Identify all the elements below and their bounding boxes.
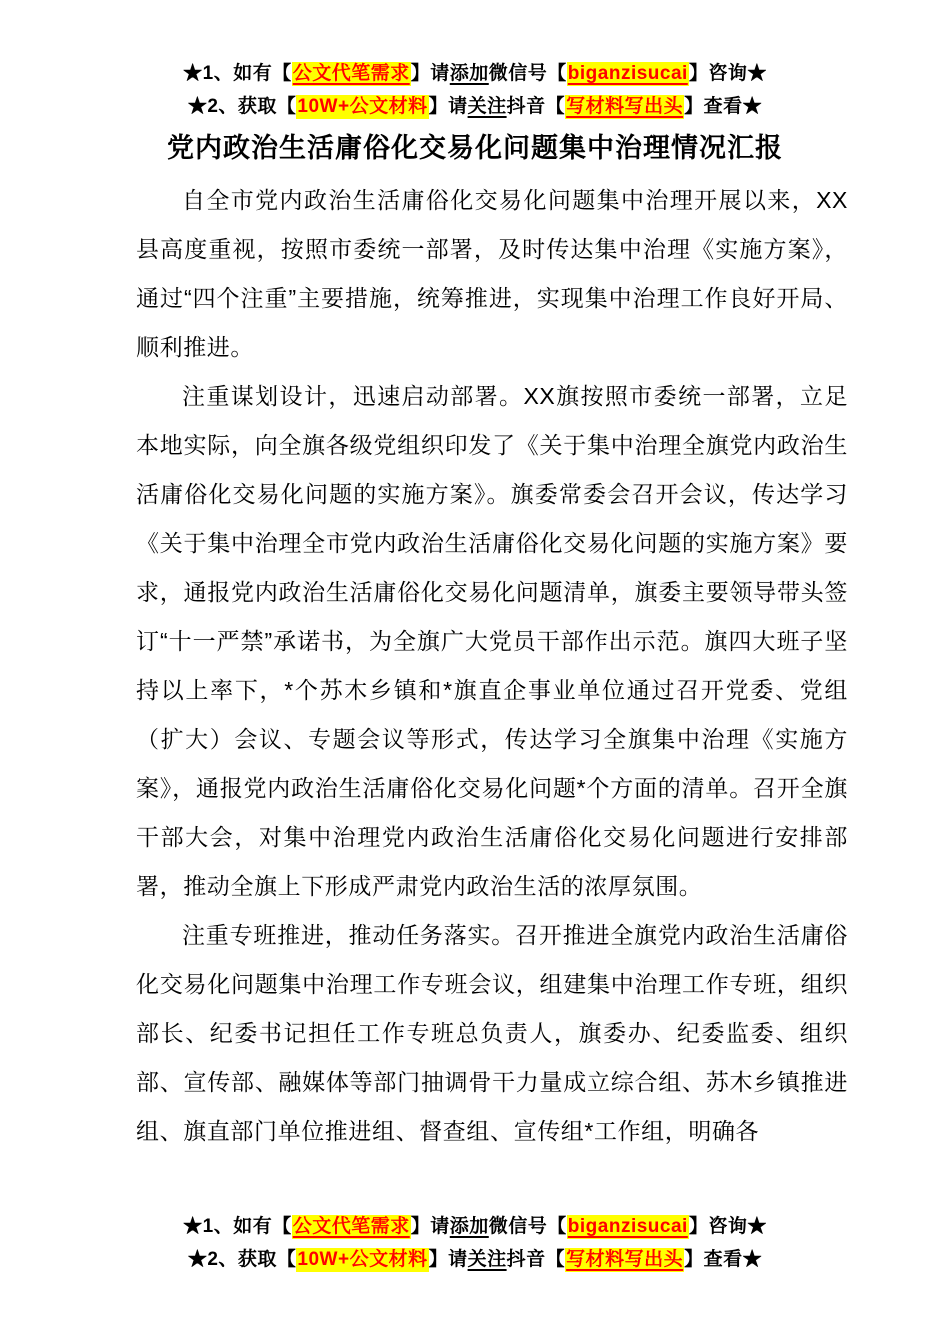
promo-text: 】请 xyxy=(410,1216,450,1237)
promo-text: ★1、如有【 xyxy=(183,63,292,84)
promo-text: 】请 xyxy=(410,63,450,84)
promo-text: 微信号【 xyxy=(488,1216,567,1237)
promo-highlighted-text: 10W+公文材料 xyxy=(297,96,428,117)
body-paragraph: 注重专班推进，推动任务落实。召开推进全旗党内政治生活庸俗化交易化问题集中治理工作专班会议，组建集中治理工作专班，组织部长、纪委书记担任工作专班总负责人，旗委办、纪委监委、组织部、宣传部、融媒体等部门抽调骨干力量成立综合组、苏木乡镇推进组、旗直部门单位推进组、督查组、宣传组*工作组，明确各 xyxy=(136,922,848,1144)
promo-highlighted-text: biganzisucai xyxy=(567,1216,688,1237)
promo-text: 】咨询★ xyxy=(688,63,767,84)
promo-underlined-text: 添加 xyxy=(449,1216,489,1237)
promo-underlined-text: 关注 xyxy=(467,96,507,117)
promo-text: 】查看★ xyxy=(684,96,763,117)
promo-line xyxy=(0,1243,950,1276)
promo-text: 】查看★ xyxy=(684,1249,763,1270)
promo-text: 】咨询★ xyxy=(688,1216,767,1237)
promo-banner-bottom xyxy=(0,1210,950,1276)
promo-text: 】请 xyxy=(428,1249,468,1270)
promo-text: 抖音【 xyxy=(506,96,566,117)
promo-line xyxy=(0,57,950,90)
promo-text: 】请 xyxy=(428,96,468,117)
promo-text: ★2、获取【 xyxy=(187,1249,297,1270)
promo-highlighted-text: biganzisucai xyxy=(567,63,688,84)
promo-underlined-text: 关注 xyxy=(467,1249,507,1270)
body-paragraph: 注重谋划设计，迅速启动部署。XX旗按照市委统一部署，立足本地实际，向全旗各级党组织印发了《关于集中治理全旗党内政治生活庸俗化交易化问题的实施方案》。旗委常委会召开会议，传达学习《关于集中治理全市党内政治生活庸俗化交易化问题的实施方案》要求，通报党内政治生活庸俗化交易化问题清单，旗委主要领导带头签订“十一严禁”承诺书，为全旗广大党员干部作出示范。旗四大班子坚持以上率下，*个苏木乡镇和*旗直企事业单位通过召开党委、党组（扩大）会议、专题会议等形式，传达学习全旗集中治理《实施方案》，通报党内政治生活庸俗化交易化问题*个方面的清单。召开全旗干部大会，对集中治理党内政治生活庸俗化交易化问题进行安排部署，推动全旗上下形成严肃党内政治生活的浓厚氛围。 xyxy=(136,383,848,899)
promo-highlighted-text: 写材料写出头 xyxy=(566,1249,684,1270)
promo-highlighted-text: 10W+公文材料 xyxy=(297,1249,428,1270)
promo-text: 微信号【 xyxy=(488,63,567,84)
promo-line xyxy=(0,1210,950,1243)
promo-highlighted-text: 公文代笔需求 xyxy=(292,1216,410,1237)
document-title: 党内政治生活庸俗化交易化问题集中治理情况汇报 xyxy=(167,133,783,163)
body-paragraph: 自全市党内政治生活庸俗化交易化问题集中治理开展以来，XX县高度重视，按照市委统一部署，及时传达集中治理《实施方案》，通过“四个注重”主要措施，统筹推进，实现集中治理工作良好开局、顺利推进。 xyxy=(136,187,848,360)
promo-underlined-text: 添加 xyxy=(449,63,489,84)
promo-highlighted-text: 公文代笔需求 xyxy=(292,63,410,84)
promo-banner-top xyxy=(0,57,950,123)
promo-highlighted-text: 写材料写出头 xyxy=(566,96,684,117)
promo-text: 抖音【 xyxy=(506,1249,566,1270)
promo-text: ★2、获取【 xyxy=(187,96,297,117)
document-body xyxy=(136,176,848,1156)
promo-line xyxy=(0,90,950,123)
promo-text: ★1、如有【 xyxy=(183,1216,292,1237)
